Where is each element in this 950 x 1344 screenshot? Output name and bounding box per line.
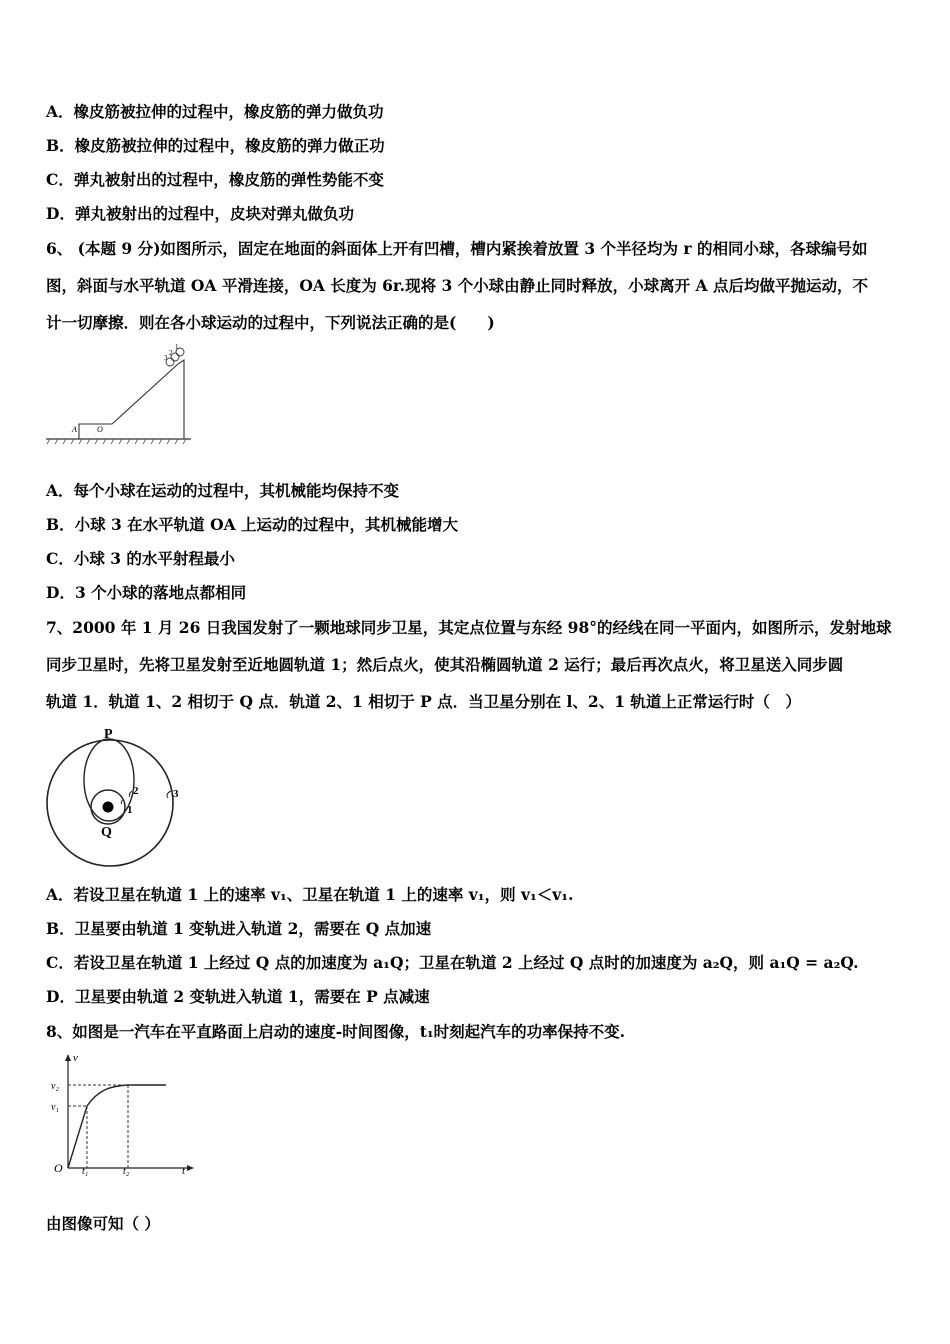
q8-t1-label: t₁ [82,1166,89,1177]
q7-point-p: P [104,727,113,742]
q7-orbit-1-label: 1 [127,804,133,816]
q8-origin-label: O [54,1161,63,1175]
q6-ball-2-label: 2 [169,349,173,357]
q8-t2-label: t₂ [123,1166,130,1177]
q7-stem-line-1: 7、2000 年 1 月 26 日我国发射了一颗地球同步卫星，其定点位置与东经 98°的经线在同一平面内，如图所示，发射地球 [46,618,892,637]
q6-option-c: C．小球 3 的水平射程最小 [46,549,235,568]
q7-orbit-2-label: 2 [133,785,139,797]
q6-ball-1-label: 1 [175,343,179,351]
q8-ask: 由图像可知（ ） [46,1214,160,1233]
q5-option-a: A．橡皮筋被拉伸的过程中，橡皮筋的弹力做负功 [46,102,384,121]
q6-incline-figure [46,340,196,450]
q7-point-q: Q [101,825,112,840]
q6-label-a: A [72,425,77,434]
q6-stem-line-2: 图，斜面与水平轨道 OA 平滑连接，OA 长度为 6r.现将 3 个小球由静止同时释放，小球离开 A 点后均做平抛运动，不 [46,276,868,295]
q5-option-d: D．弹丸被射出的过程中，皮块对弹丸做负功 [46,204,354,223]
q8-v2-label: v₂ [51,1081,59,1092]
q8-axis-t-label: t [182,1165,186,1177]
q7-stem-line-2: 同步卫星时，先将卫星发射至近地圆轨道 1；然后点火，使其沿椭圆轨道 2 运行；最后再次点火，将卫星送入同步圆 [46,655,844,674]
q6-option-a: A．每个小球在运动的过程中，其机械能均保持不变 [46,481,400,500]
q7-option-d: D．卫星要由轨道 2 变轨进入轨道 1，需要在 P 点减速 [46,987,430,1006]
q6-stem-line-1: 6、 (本题 9 分)如图所示，固定在地面的斜面体上开有凹槽，槽内紧挨着放置 3 个半径均为 r 的相同小球，各球编号如 [46,239,868,258]
q8-v1-label: v₁ [51,1102,59,1113]
q8-axis-v-label: v [73,1052,78,1064]
q6-ball-3-label: 3 [164,354,168,362]
q5-option-c: C．弹丸被射出的过程中，橡皮筋的弹性势能不变 [46,170,384,189]
q8-velocity-time-graph [48,1050,198,1180]
q8-stem-line-1: 8、如图是一汽车在平直路面上启动的速度-时间图像，t₁时刻起汽车的功率保持不变. [46,1022,626,1041]
q7-orbit-figure [44,724,194,874]
q7-option-b: B．卫星要由轨道 1 变轨进入轨道 2，需要在 Q 点加速 [46,919,432,938]
q7-stem-line-3: 轨道 1．轨道 1、2 相切于 Q 点．轨道 2、1 相切于 P 点．当卫星分别在 l、2、1 轨道上正常运行时（ ） [46,692,801,711]
q7-option-a: A．若设卫星在轨道 1 上的速率 v₁、卫星在轨道 1 上的速率 v₁，则 v₁＜v₁. [46,885,574,904]
q6-stem-line-3: 计一切摩擦．则在各小球运动的过程中，下列说法正确的是( ) [46,313,495,332]
q6-option-b: B．小球 3 在水平轨道 OA 上运动的过程中，其机械能增大 [46,515,459,534]
q7-orbit-3-label: 3 [173,788,179,800]
q6-option-d: D．3 个小球的落地点都相同 [46,583,247,602]
q7-option-c: C．若设卫星在轨道 1 上经过 Q 点的加速度为 a₁Q；卫星在轨道 2 上经过 Q 点时的加速度为 a₂Q，则 a₁Q = a₂Q. [46,953,859,972]
q6-label-o: O [97,425,103,434]
q5-option-b: B．橡皮筋被拉伸的过程中，橡皮筋的弹力做正功 [46,136,385,155]
